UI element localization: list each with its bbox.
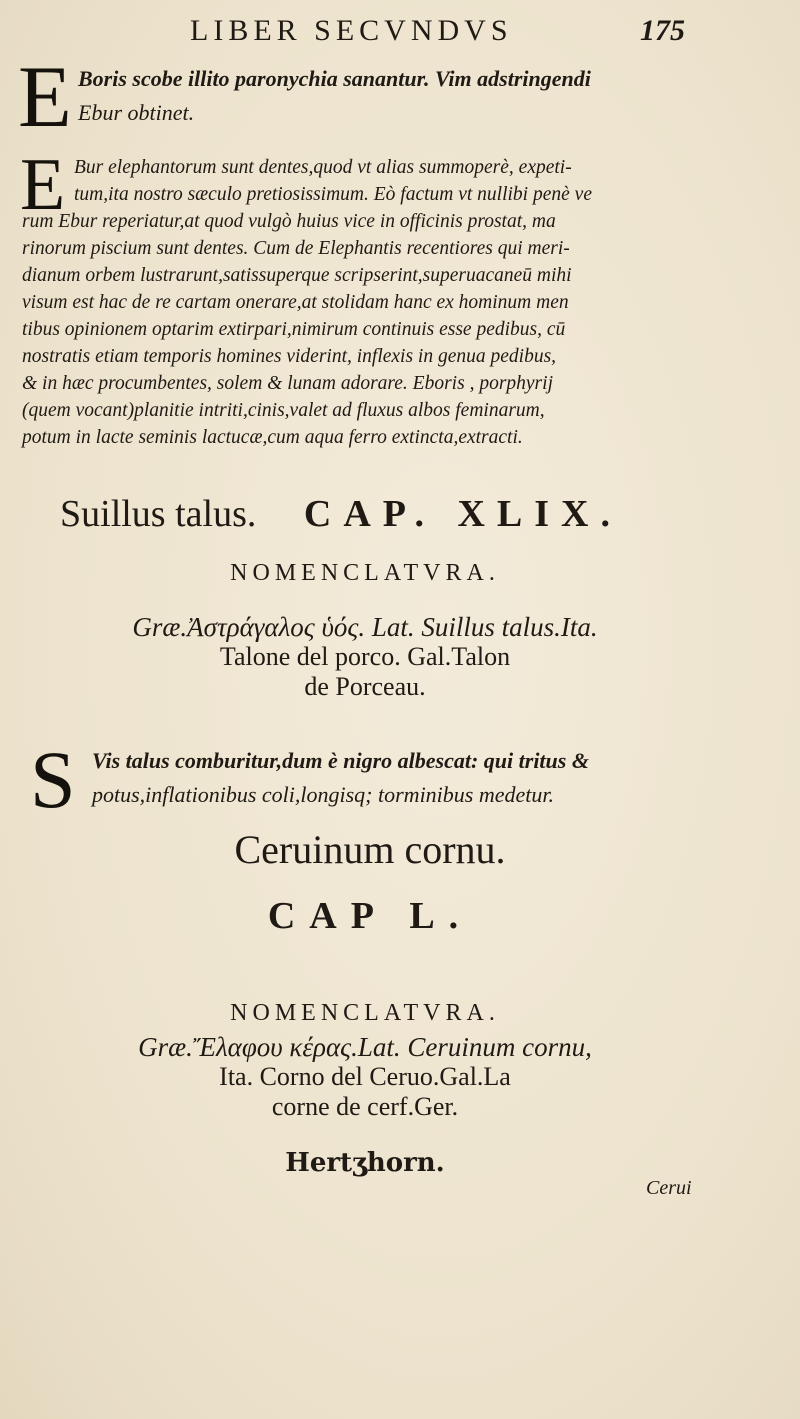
- page-number: 175: [640, 14, 685, 47]
- name-line: corne de cerf.Ger.: [271, 1092, 459, 1121]
- chapter-50-names: [0, 1032, 730, 1122]
- name-line: de Porceau.: [304, 672, 426, 701]
- name-line: Talone del porco. Gal.Talon: [219, 642, 511, 671]
- text-line: visum est hac de re cartam onerare,at stolidam hanc ex hominum men: [22, 292, 569, 313]
- chapter-49-number: CAP. XLIX.: [303, 493, 623, 535]
- running-head: LIBER SECVNDVS: [190, 14, 513, 47]
- text-line: Boris scobe illito paronychia sanantur. Vim adstringendi: [78, 66, 591, 91]
- text-line: & in hæc procumbentes, solem & lunam adorare. Eboris , porphyrij: [22, 373, 553, 394]
- catchword: Cerui: [646, 1177, 692, 1199]
- text-line: rum Ebur reperiatur,at quod vulgò huius vice in officinis prostat, ma: [22, 211, 556, 232]
- chapter-50-title: Ceruinum cornu.: [234, 827, 506, 872]
- dropcap-e-main: E: [20, 144, 66, 226]
- text-line: Ebur obtinet.: [78, 100, 195, 125]
- nomenclatura-heading: NOMENCLATVRA.: [230, 1000, 500, 1026]
- text-line: nostratis etiam temporis homines viderint, inflexis in genua pedibus,: [22, 346, 557, 367]
- dropcap-s: S: [30, 734, 76, 825]
- german-name: Hertʒhorn.: [285, 1148, 445, 1178]
- text-line: Vis talus comburitur,dum è nigro albescat: qui tritus &: [92, 748, 589, 773]
- text-line: potus,inflationibus coli,longisq; torminibus medetur.: [92, 782, 555, 807]
- chapter-49-names: [0, 612, 730, 702]
- dropcap-e-intro: E: [18, 49, 72, 146]
- chapter-50-number: CAP L.: [267, 895, 473, 937]
- text-line: dianum orbem lustrarunt,satissuperque scripserint,superuacaneū mihi: [22, 265, 572, 286]
- chapter-49-heading: [60, 492, 622, 536]
- ebur-intro-paragraph: [78, 62, 768, 130]
- name-line: Græ.Ἀστράγαλος ὑός. Lat. Suillus talus.Ita.: [132, 612, 598, 642]
- text-line: tibus opinionem optarim extirpari,nimirum continuis esse pedibus, cū: [22, 319, 566, 340]
- text-line: potum in lacte seminis lactucæ,cum aqua ferro extincta,extracti.: [22, 427, 523, 448]
- text-line: rinorum piscium sunt dentes. Cum de Elephantis recentiores qui meri-: [22, 238, 570, 259]
- text-line: (quem vocant)planitie intriti,cinis,valet ad fluxus albos feminarum,: [22, 400, 545, 421]
- text-line: Bur elephantorum sunt dentes,quod vt alias summoperè, expeti-: [74, 157, 572, 178]
- name-line: Græ.Ἔλαφου κέρας.Lat. Ceruinum cornu,: [138, 1032, 592, 1062]
- nomenclatura-heading: NOMENCLATVRA.: [230, 560, 500, 586]
- chapter-49-paragraph: [92, 744, 782, 812]
- text-line: tum,ita nostro sæculo pretiosissimum. Eò factum vt nullibi penè ve: [74, 184, 592, 205]
- ebur-main-paragraph: [20, 144, 712, 451]
- chapter-49-title: Suillus talus.: [60, 493, 257, 535]
- name-line: Ita. Corno del Ceruo.Gal.La: [219, 1062, 511, 1091]
